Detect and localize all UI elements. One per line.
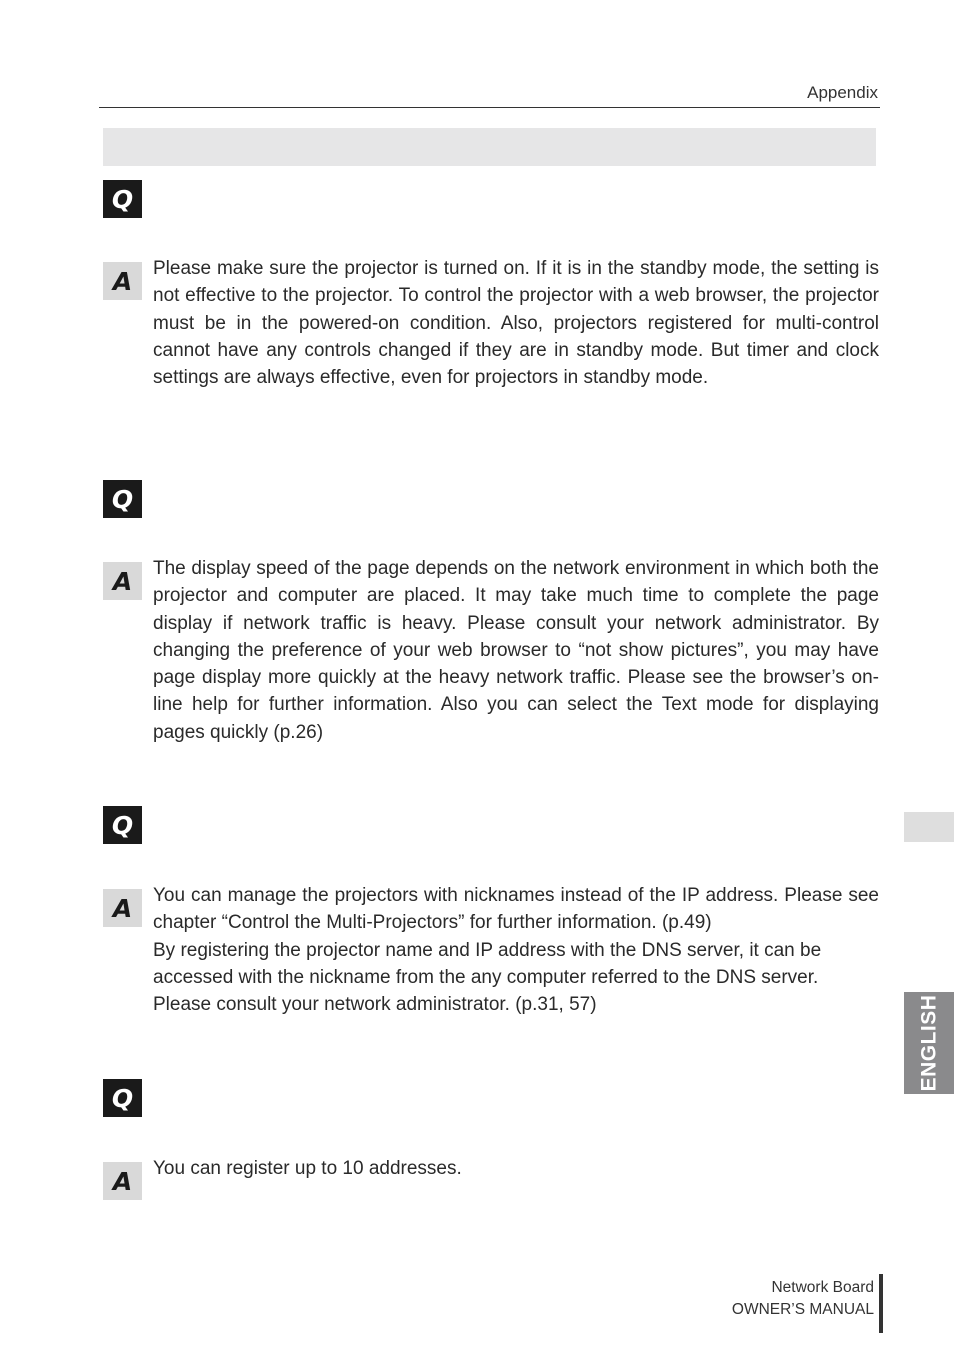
language-tab (904, 992, 954, 1094)
answer-paragraph: The display speed of the page depends on the network environment in which both the projector and computer are placed. It may take much time to complete the page display if network traffic is heavy. Please consult your network administrator. By changing the preference of your web browser to “not show pictures”, you may have page display more quickly at the heavy network traffic. Please see the browser’s on-line help for further information. Also you can select the Text mode for displaying pages quickly (p.26) (153, 558, 879, 743)
footer-bar (879, 1274, 883, 1333)
answer-badge-3: A (103, 889, 142, 927)
answer-badge-1: A (103, 262, 142, 300)
language-tab-label: ENGLISH (917, 994, 940, 1092)
answer-paragraph: You can manage the projectors with nicknames instead of the IP address. Please see chapter “Control the Multi-Projectors” for further information. (p.49) (153, 885, 879, 934)
answer-text-4 (153, 1155, 879, 1182)
question-badge-4: Q (103, 1079, 142, 1117)
header-rule (99, 107, 880, 108)
footer-manual: OWNER’S MANUAL (731, 1301, 874, 1318)
question-badge-1: Q (103, 180, 142, 218)
answer-badge-2: A (103, 562, 142, 600)
answer-badge-4: A (103, 1162, 142, 1200)
answer-text-3 (153, 882, 879, 1018)
footer (732, 1277, 874, 1321)
answer-paragraph: By registering the projector name and IP address with the DNS server, it can be accessed with the nickname from the any computer referred to the DNS server. Please consult your network administrator. (p.31, 57) (153, 939, 822, 1016)
header-section-label: Appendix (807, 83, 878, 102)
answer-paragraph: You can register up to 10 addresses. (153, 1158, 462, 1179)
answer-text-2 (153, 555, 879, 746)
footer-product: Network Board (771, 1279, 874, 1296)
question-badge-3: Q (103, 806, 142, 844)
answer-paragraph: Please make sure the projector is turned on. If it is in the standby mode, the setting is not effective to the projector. To control the projector with a web browser, the projector must be in the powered-on condition. Also, projectors registered for multi-control cannot have any controls changed if they are in standby mode. But timer and clock settings are always effective, even for projectors in standby mode. (153, 258, 879, 389)
answer-text-1 (153, 255, 879, 391)
side-tab-marker (904, 812, 954, 842)
question-badge-2: Q (103, 480, 142, 518)
section-title-bar (103, 128, 876, 166)
